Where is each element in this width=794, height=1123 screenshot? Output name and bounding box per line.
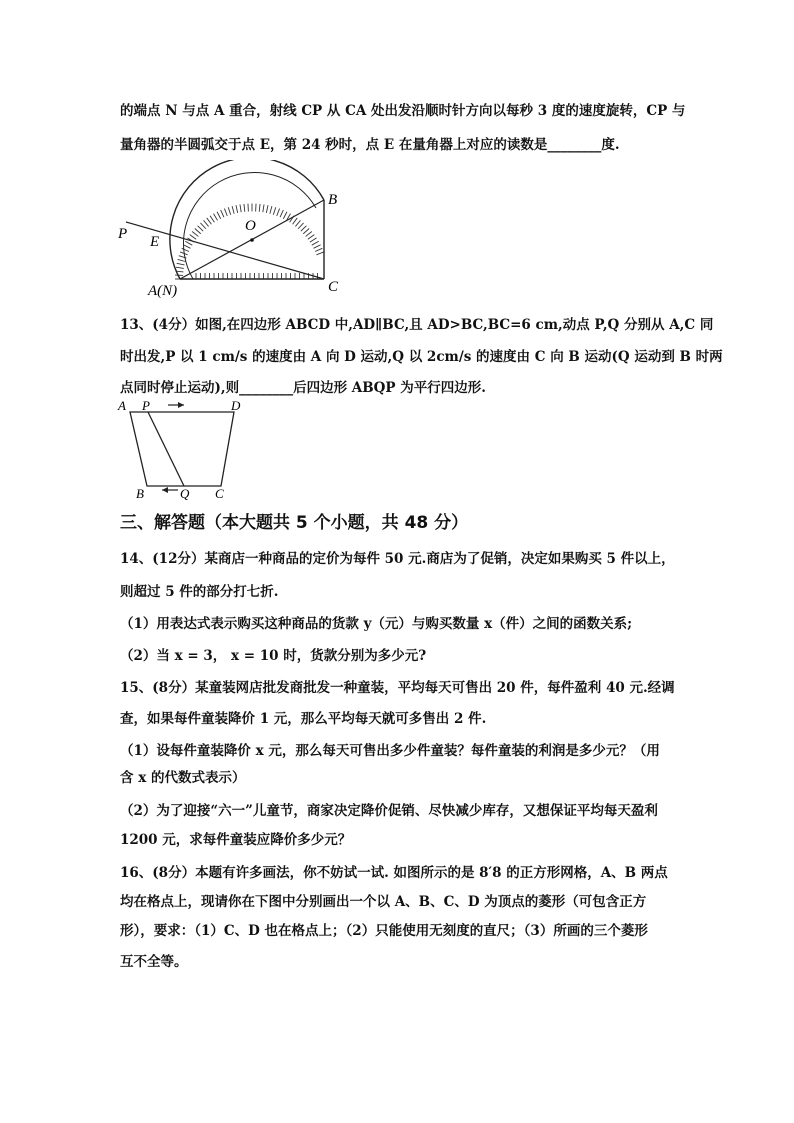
protractor-tick [200, 223, 205, 229]
q14-sub-2: （2）当 x = 3， x = 10 时，货款分别为多少元? [120, 648, 427, 664]
label-Q: Q [180, 486, 190, 501]
trapezoid-ABCD [130, 412, 234, 486]
label-C: C [215, 486, 224, 501]
label-B: B [328, 192, 338, 208]
label-A: A [118, 398, 126, 413]
protractor-tick [295, 220, 300, 226]
protractor-tick [217, 212, 221, 219]
protractor-tick [306, 232, 312, 237]
label-D: D [231, 398, 241, 413]
protractor-tick [177, 263, 185, 265]
q12-line-1: 的端点 N 与点 A 重合，射线 CP 从 CA 处出发沿顺时针方向以每秒 3 度的速度旋转，CP 与 [120, 103, 686, 119]
protractor-tick [228, 207, 230, 214]
label-E: E [150, 234, 160, 250]
segment-PQ [148, 412, 184, 486]
arrow-left-head [162, 487, 168, 493]
label-P: P [142, 398, 150, 413]
protractor-tick [316, 252, 323, 255]
protractor-tick [176, 267, 184, 268]
protractor-tick [240, 204, 241, 212]
protractor-tick [182, 248, 189, 251]
center-point-O [250, 238, 254, 242]
protractor-tick [293, 218, 298, 224]
protractor-tick [198, 226, 204, 232]
protractor-tick [214, 214, 218, 221]
protractor-tick [313, 245, 320, 249]
protractor-tick [277, 209, 280, 216]
protractor-tick [273, 207, 275, 214]
q13-line-3: 点同时停止运动),则________后四边形 ABQP 为平行四边形. [120, 380, 486, 396]
q15-sub-1b: 含 x 的代数式表示） [120, 770, 246, 786]
section-heading: 三、解答题（本大题共 5 个小题，共 48 分） [120, 513, 469, 533]
q13-line-2: 时出发,P 以 1 cm/s 的速度由 A 向 D 运动,Q 以 2cm/s 的速度由 C 向 B 运动(Q 运动到 B 时两 [120, 349, 723, 365]
protractor-tick [207, 218, 212, 224]
protractor-tick [204, 220, 209, 226]
protractor-tick [183, 245, 190, 249]
q16-line-2: 均在格点上，现请你在下图中分别画出一个以 A、B、C、D 为顶点的菱形（可包含正方 [120, 894, 647, 910]
q15-sub-1a: （1）设每件童装降价 x 元，那么每天可售出多少件童装？每件童装的利润是多少元？（用 [120, 743, 660, 759]
q14-sub-1: （1）用表达式表示购买这种商品的货款 y（元）与购买数量 x（件）之间的函数关系; [120, 616, 633, 632]
protractor-tick [308, 235, 314, 240]
protractor-figure [110, 160, 350, 300]
trapezoid-figure [114, 396, 264, 504]
protractor-tick [244, 204, 245, 212]
label-A-N: A(N) [148, 283, 178, 299]
protractor-tick [232, 206, 234, 214]
protractor-tick [301, 226, 307, 232]
arrow-right-head [178, 402, 184, 408]
protractor-tick [221, 210, 224, 217]
protractor-tick [210, 216, 214, 223]
q15-sub-2b: 1200 元，求每件童装应降价多少元？ [120, 832, 352, 848]
q15-line-1: 15、(8分）某童装网店批发商批发一种童装，平均每天可售出 20 件，每件盈利 40 元.经调 [120, 680, 675, 696]
protractor-tick [263, 204, 264, 212]
q14-line-1: 14、(12分）某商店一种商品的定价为每件 50 元.商店为了促销，决定如果购买 5 件以上， [120, 551, 675, 567]
label-P: P [118, 226, 128, 242]
protractor-tick [192, 232, 198, 237]
q16-line-3: 形），要求：（1）C、D 也在格点上；（2）只能使用无刻度的直尺；（3）所画的三个菱形 [120, 923, 648, 939]
protractor-tick [178, 259, 186, 261]
protractor-tick [280, 210, 283, 217]
protractor-tick [195, 229, 201, 234]
label-C: C [328, 279, 339, 295]
protractor-tick [315, 248, 322, 251]
q13-line-1: 13、(4分）如图,在四边形 ABCD 中,AD∥BC,且 AD>BC,BC=6 cm,动点 P,Q 分别从 A,C 同 [120, 317, 714, 333]
q16-line-1: 16、(8分）本题有许多画法，你不妨试一试. 如图所示的是 8′8 的正方形网格，A、B 两点 [120, 865, 668, 881]
protractor-tick [312, 241, 319, 245]
q16-line-4: 互不全等。 [120, 954, 188, 970]
protractor-tick [236, 205, 238, 213]
protractor-tick [310, 238, 317, 242]
label-O: O [245, 218, 256, 234]
q14-line-2: 则超过 5 件的部分打七折. [120, 584, 279, 600]
protractor-tick [179, 256, 187, 258]
ray-CP [126, 222, 324, 279]
q12-line-2: 量角器的半圆弧交于点 E，第 24 秒时，点 E 在量角器上对应的读数是________度. [120, 137, 620, 153]
label-B: B [136, 486, 144, 501]
q15-sub-2a: （2）为了迎接“六一”儿童节，商家决定降价促销、尽快减少库存，又想保证平均每天盈利 [120, 803, 658, 819]
protractor-tick [224, 209, 227, 216]
protractor-tick [259, 204, 260, 212]
protractor-tick [283, 212, 287, 219]
protractor-tick [266, 205, 268, 213]
protractor-tick [190, 235, 196, 240]
protractor-tick [303, 229, 309, 234]
protractor-tick [270, 206, 272, 214]
q15-line-2: 查，如果每件童装降价 1 元，那么平均每天就可多售出 2 件. [120, 711, 487, 727]
protractor-tick [298, 223, 303, 229]
protractor-tick [185, 241, 192, 245]
